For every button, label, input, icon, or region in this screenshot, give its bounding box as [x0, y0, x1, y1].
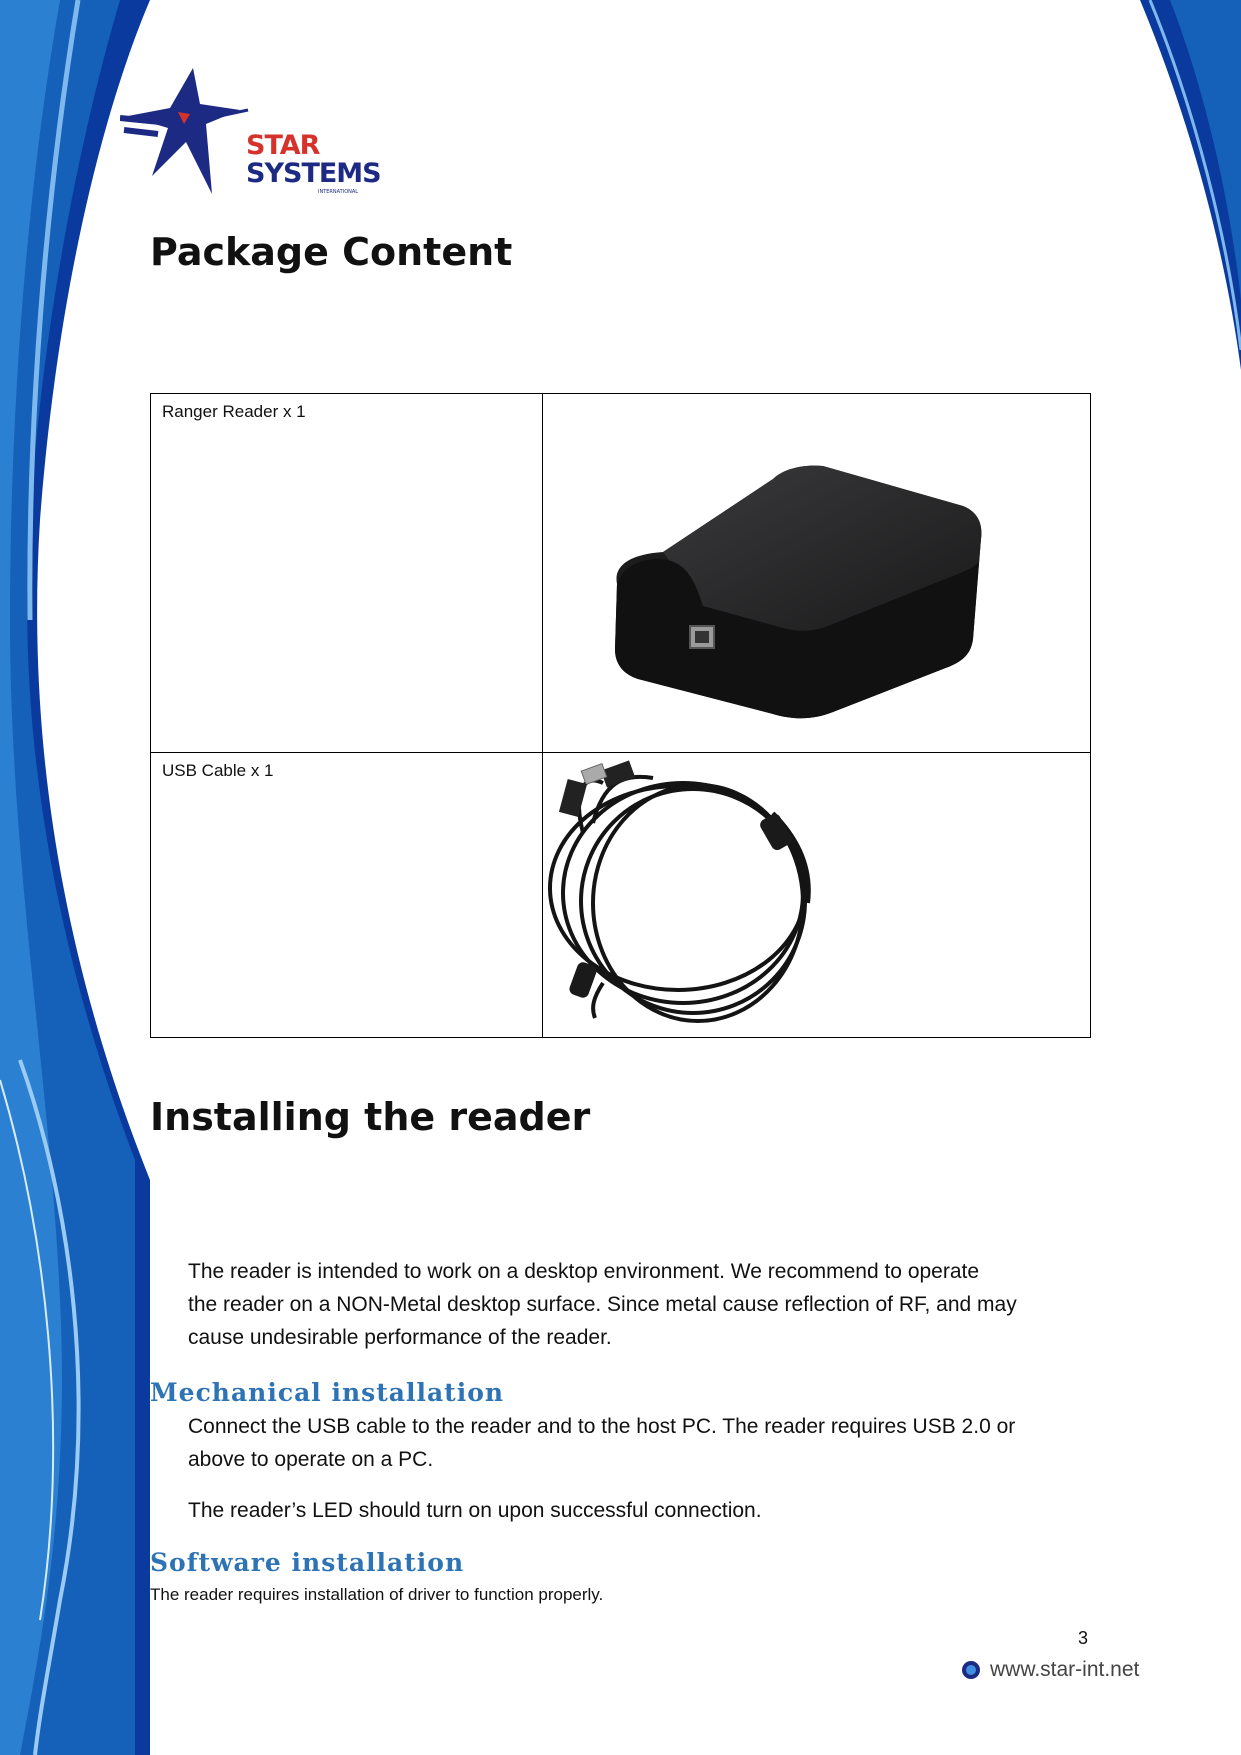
- logo-text-systems: SYSTEMS: [246, 158, 381, 189]
- page-number: 3: [1078, 1628, 1089, 1648]
- website-footer: [962, 1658, 1139, 1682]
- globe-icon: [962, 1661, 980, 1679]
- item-label: Ranger Reader x 1: [151, 394, 543, 753]
- intro-line: cause undesirable performance of the reader.: [188, 1326, 612, 1349]
- software-installation-heading: Software installation: [150, 1548, 465, 1577]
- star-logo-icon: [120, 64, 250, 204]
- package-content-heading: Package Content: [150, 230, 513, 274]
- mechanical-line: Connect the USB cable to the reader and to the host PC. The reader requires USB 2.0 or: [188, 1415, 1016, 1438]
- software-paragraph: The reader requires installation of driver to function properly.: [150, 1585, 604, 1604]
- intro-line: the reader on a NON-Metal desktop surface. Since metal cause reflection of RF, and may: [188, 1293, 1017, 1316]
- item-label: USB Cable x 1: [151, 753, 543, 1038]
- intro-line: The reader is intended to work on a desktop environment. We recommend to operate: [188, 1260, 980, 1283]
- rfid-reader-device-icon: [543, 394, 1090, 744]
- mechanical-paragraph: [188, 1410, 1088, 1476]
- item-image-cell: [543, 394, 1091, 753]
- installing-reader-heading: Installing the reader: [150, 1095, 591, 1139]
- table-row: [151, 753, 1091, 1038]
- led-paragraph: The reader’s LED should turn on upon successful connection.: [188, 1499, 762, 1522]
- website-link[interactable]: www.star-int.net: [990, 1658, 1140, 1681]
- mechanical-installation-heading: Mechanical installation: [150, 1378, 505, 1407]
- package-content-table: [150, 393, 1091, 1038]
- logo-text-star: STAR: [246, 130, 320, 161]
- usb-cable-coiled-icon: [543, 753, 1090, 1029]
- item-image-cell: [543, 753, 1091, 1038]
- table-row: [151, 394, 1091, 753]
- mechanical-line: above to operate on a PC.: [188, 1448, 434, 1471]
- logo-text-international: INTERNATIONAL: [318, 189, 359, 195]
- intro-paragraph: [188, 1255, 1088, 1354]
